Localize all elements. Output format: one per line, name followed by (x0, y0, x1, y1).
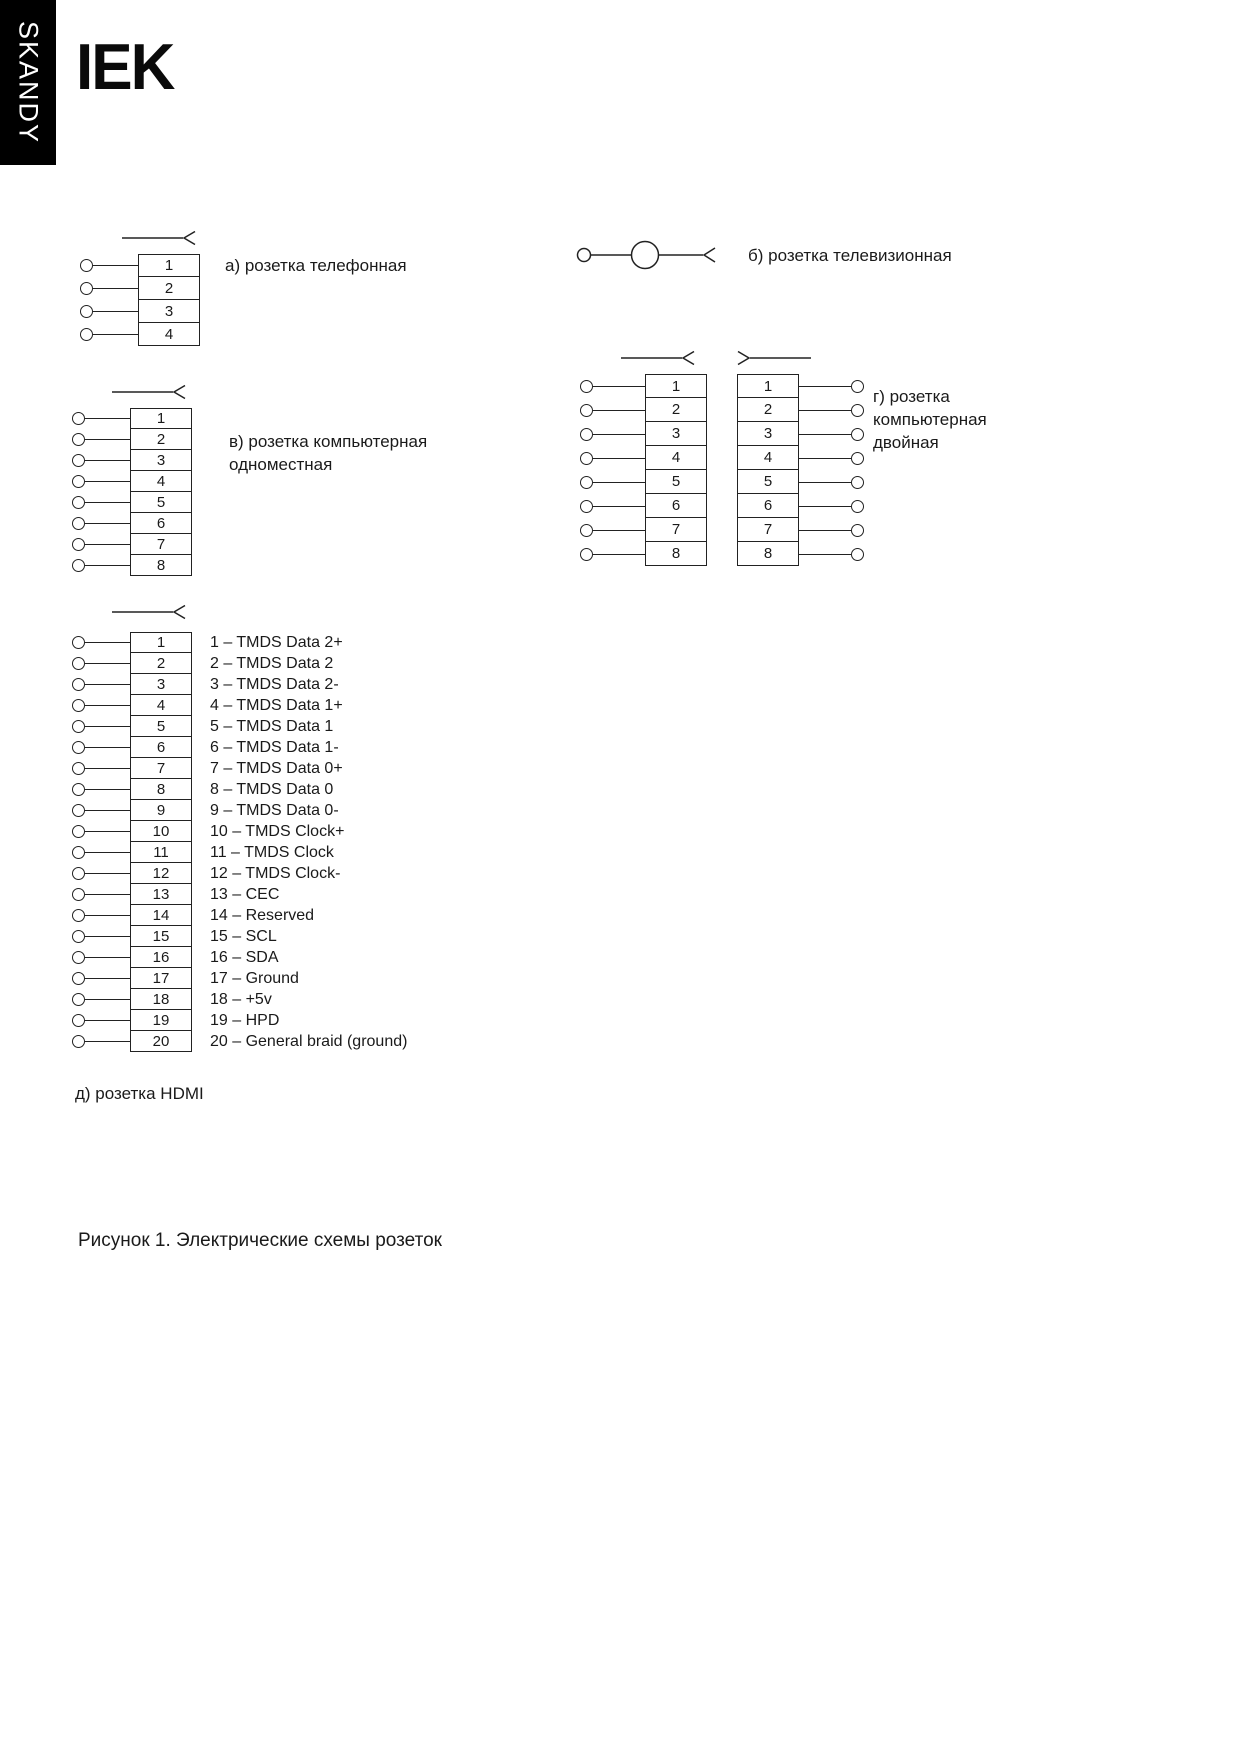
wire-line (85, 642, 130, 643)
diagram-g-label-line3: двойная (873, 433, 939, 452)
legend-line: 10 – TMDS Clock+ (210, 823, 345, 840)
pin-number-cell: 14 (130, 905, 192, 926)
pin-row (72, 716, 192, 737)
wire-line (85, 460, 130, 461)
pin-row (72, 429, 192, 450)
terminal-circle-icon (580, 524, 593, 537)
terminal-circle-icon (851, 380, 864, 393)
pin-row (72, 674, 192, 695)
terminal-circle-icon (72, 846, 85, 859)
wire-line (593, 410, 645, 411)
terminal-circle-icon (72, 454, 85, 467)
pin-number-cell: 1 (138, 254, 200, 277)
pin-number-cell: 2 (645, 398, 707, 422)
diagram-a-label: а) розетка телефонная (225, 256, 407, 275)
pin-row (72, 905, 192, 926)
terminal-circle-icon (851, 524, 864, 537)
pin-number-cell: 1 (645, 374, 707, 398)
diagram-b-label: б) розетка телевизионная (748, 246, 952, 265)
legend-line: 20 – General braid (ground) (210, 1033, 408, 1050)
terminal-circle-icon (580, 452, 593, 465)
pin-number-cell: 1 (130, 408, 192, 429)
pin-number-cell: 6 (645, 494, 707, 518)
pin-row (580, 542, 707, 566)
wire-line (85, 565, 130, 566)
wire-line (93, 334, 138, 335)
pin-number-cell: 18 (130, 989, 192, 1010)
figure-caption: Рисунок 1. Электрические схемы розеток (78, 1230, 442, 1251)
pin-row (72, 471, 192, 492)
pin-number-cell: 5 (737, 470, 799, 494)
pin-number-cell: 4 (737, 446, 799, 470)
diagram-g-label-line2: компьютерная (873, 410, 987, 429)
pin-number-cell: 5 (130, 492, 192, 513)
pin-number-cell: 10 (130, 821, 192, 842)
terminal-circle-icon (80, 328, 93, 341)
wire-line (85, 852, 130, 853)
legend-line: 17 – Ground (210, 970, 299, 987)
pin-number-cell: 8 (737, 542, 799, 566)
pin-number-cell: 3 (138, 300, 200, 323)
pin-number-cell: 17 (130, 968, 192, 989)
terminal-circle-icon (580, 476, 593, 489)
terminal-circle-icon (851, 452, 864, 465)
pin-number-cell: 8 (130, 555, 192, 576)
terminal-circle-icon (80, 282, 93, 295)
pin-row (72, 884, 192, 905)
pin-number-cell: 12 (130, 863, 192, 884)
wire-line (85, 999, 130, 1000)
computer-socket-pin-column (72, 408, 192, 576)
terminal-circle-icon (580, 500, 593, 513)
terminal-circle-icon (72, 888, 85, 901)
pin-row (580, 470, 707, 494)
pin-row (72, 492, 192, 513)
pin-row (737, 494, 864, 518)
iek-logo: IEK (76, 31, 174, 104)
pin-row (80, 254, 200, 277)
plug-symbol-icon (112, 604, 188, 620)
terminal-circle-icon (72, 762, 85, 775)
pin-number-cell: 3 (645, 422, 707, 446)
wire-line (85, 523, 130, 524)
wire-line (85, 502, 130, 503)
terminal-circle-icon (851, 404, 864, 417)
pin-row (72, 555, 192, 576)
pin-number-cell: 5 (130, 716, 192, 737)
pin-number-cell: 15 (130, 926, 192, 947)
wire-line (799, 530, 851, 531)
pin-row (580, 374, 707, 398)
plug-symbol-mirrored-icon (735, 350, 811, 366)
wire-line (85, 831, 130, 832)
wire-line (85, 544, 130, 545)
wire-line (85, 439, 130, 440)
terminal-circle-icon (580, 380, 593, 393)
wire-line (799, 506, 851, 507)
terminal-circle-icon (72, 741, 85, 754)
double-socket-right-pin-column (737, 374, 864, 566)
terminal-circle-icon (72, 636, 85, 649)
legend-line: 1 – TMDS Data 2+ (210, 634, 343, 651)
pin-row (72, 1031, 192, 1052)
pin-number-cell: 6 (737, 494, 799, 518)
legend-line: 11 – TMDS Clock (210, 844, 334, 861)
terminal-circle-icon (72, 496, 85, 509)
terminal-circle-icon (72, 930, 85, 943)
pin-number-cell: 20 (130, 1031, 192, 1052)
pin-number-cell: 3 (130, 450, 192, 471)
diagram-g-label-line1: г) розетка (873, 387, 950, 406)
wire-line (593, 530, 645, 531)
pin-number-cell: 6 (130, 513, 192, 534)
pin-row (72, 947, 192, 968)
wire-line (85, 418, 130, 419)
pin-number-cell: 11 (130, 842, 192, 863)
pin-row (72, 513, 192, 534)
pin-number-cell: 3 (130, 674, 192, 695)
terminal-circle-icon (72, 657, 85, 670)
hdmi-socket-pin-column (72, 632, 192, 1052)
diagram-v-label (229, 430, 427, 476)
terminal-circle-icon (72, 475, 85, 488)
terminal-circle-icon (580, 404, 593, 417)
wire-line (85, 1041, 130, 1042)
legend-line: 12 – TMDS Clock- (210, 865, 341, 882)
brand-sidebar (0, 0, 56, 165)
wire-line (85, 957, 130, 958)
pin-row (72, 842, 192, 863)
wire-line (85, 915, 130, 916)
wire-line (593, 506, 645, 507)
pin-number-cell: 8 (130, 779, 192, 800)
pin-row (72, 1010, 192, 1031)
legend-line: 13 – CEC (210, 886, 280, 903)
terminal-circle-icon (72, 559, 85, 572)
pin-row (72, 863, 192, 884)
terminal-circle-icon (72, 1014, 85, 1027)
wire-line (85, 789, 130, 790)
pin-row (72, 653, 192, 674)
wire-line (593, 554, 645, 555)
pin-row (737, 398, 864, 422)
terminal-circle-icon (72, 804, 85, 817)
plug-symbol-icon (621, 350, 697, 366)
terminal-circle-icon (72, 433, 85, 446)
wire-line (593, 482, 645, 483)
diagram-g-label (873, 385, 987, 454)
pin-row (737, 518, 864, 542)
terminal-circle-icon (851, 500, 864, 513)
terminal-circle-icon (851, 428, 864, 441)
legend-line: 15 – SCL (210, 928, 277, 945)
pin-number-cell: 4 (130, 471, 192, 492)
plug-symbol-icon (122, 230, 198, 246)
pin-row (737, 470, 864, 494)
legend-line: 6 – TMDS Data 1- (210, 739, 339, 756)
pin-number-cell: 4 (138, 323, 200, 346)
terminal-circle-icon (72, 538, 85, 551)
legend-line: 19 – HPD (210, 1012, 280, 1029)
pin-row (737, 446, 864, 470)
pin-number-cell: 7 (130, 758, 192, 779)
wire-line (85, 894, 130, 895)
wire-line (85, 978, 130, 979)
wire-line (85, 663, 130, 664)
pin-number-cell: 7 (645, 518, 707, 542)
pin-number-cell: 5 (645, 470, 707, 494)
terminal-circle-icon (72, 678, 85, 691)
terminal-circle-icon (72, 1035, 85, 1048)
pin-row (72, 632, 192, 653)
pin-number-cell: 7 (737, 518, 799, 542)
pin-number-cell: 16 (130, 947, 192, 968)
wire-line (593, 386, 645, 387)
terminal-circle-icon (72, 699, 85, 712)
legend-line: 2 – TMDS Data 2 (210, 655, 334, 672)
pin-number-cell: 3 (737, 422, 799, 446)
pin-row (580, 446, 707, 470)
pin-number-cell: 1 (737, 374, 799, 398)
plug-symbol-icon (112, 384, 188, 400)
legend-line: 3 – TMDS Data 2- (210, 676, 339, 693)
pin-row (72, 821, 192, 842)
pin-number-cell: 2 (130, 653, 192, 674)
wire-line (93, 311, 138, 312)
wire-line (593, 434, 645, 435)
terminal-circle-icon (72, 720, 85, 733)
pin-row (72, 800, 192, 821)
wire-line (85, 768, 130, 769)
telephone-socket-pin-column (80, 254, 200, 346)
pin-row (80, 277, 200, 300)
diagram-v-label-line1: в) розетка компьютерная (229, 432, 428, 451)
pin-row (737, 422, 864, 446)
legend-line: 16 – SDA (210, 949, 279, 966)
terminal-circle-icon (72, 972, 85, 985)
pin-number-cell: 2 (130, 429, 192, 450)
pin-number-cell: 2 (737, 398, 799, 422)
terminal-circle-icon (72, 517, 85, 530)
pin-row (580, 518, 707, 542)
pin-row (72, 534, 192, 555)
wire-line (799, 410, 851, 411)
tv-socket-symbol-icon (575, 240, 727, 270)
pin-row (72, 758, 192, 779)
wire-line (593, 458, 645, 459)
double-socket-left-pin-column (580, 374, 707, 566)
pin-row (80, 323, 200, 346)
pin-row (580, 398, 707, 422)
wire-line (85, 810, 130, 811)
terminal-circle-icon (72, 993, 85, 1006)
diagram-d-label: д) розетка HDMI (75, 1084, 204, 1103)
pin-number-cell: 4 (645, 446, 707, 470)
wire-line (799, 386, 851, 387)
pin-row (72, 695, 192, 716)
wire-line (85, 684, 130, 685)
pin-row (737, 374, 864, 398)
pin-row (580, 494, 707, 518)
terminal-circle-icon (72, 951, 85, 964)
wire-line (85, 936, 130, 937)
terminal-circle-icon (851, 548, 864, 561)
pin-row (72, 779, 192, 800)
pin-number-cell: 8 (645, 542, 707, 566)
pin-row (580, 422, 707, 446)
legend-line: 9 – TMDS Data 0- (210, 802, 339, 819)
pin-row (72, 989, 192, 1010)
wire-line (799, 458, 851, 459)
brand-series-label: SKANDY (13, 20, 44, 145)
wire-line (799, 482, 851, 483)
wire-line (799, 554, 851, 555)
pin-row (80, 300, 200, 323)
pin-row (72, 926, 192, 947)
legend-line: 5 – TMDS Data 1 (210, 718, 334, 735)
wire-line (93, 265, 138, 266)
pin-row (72, 737, 192, 758)
pin-number-cell: 19 (130, 1010, 192, 1031)
wire-line (85, 705, 130, 706)
wire-line (85, 873, 130, 874)
pin-number-cell: 6 (130, 737, 192, 758)
pin-row (72, 408, 192, 429)
terminal-circle-icon (80, 305, 93, 318)
terminal-circle-icon (80, 259, 93, 272)
pin-number-cell: 4 (130, 695, 192, 716)
terminal-circle-icon (72, 825, 85, 838)
wire-line (85, 1020, 130, 1021)
wire-line (799, 434, 851, 435)
terminal-circle-icon (580, 548, 593, 561)
pin-number-cell: 1 (130, 632, 192, 653)
pin-row (72, 450, 192, 471)
legend-line: 8 – TMDS Data 0 (210, 781, 334, 798)
legend-line: 14 – Reserved (210, 907, 315, 924)
wire-line (85, 747, 130, 748)
hdmi-pin-legend (210, 632, 407, 1052)
terminal-circle-icon (72, 412, 85, 425)
diagram-v-label-line2: одноместная (229, 455, 333, 474)
legend-line: 4 – TMDS Data 1+ (210, 697, 343, 714)
pin-number-cell: 2 (138, 277, 200, 300)
terminal-circle-icon (72, 867, 85, 880)
legend-line: 18 – +5v (210, 991, 272, 1008)
pin-number-cell: 9 (130, 800, 192, 821)
terminal-circle-icon (580, 428, 593, 441)
pin-number-cell: 13 (130, 884, 192, 905)
pin-number-cell: 7 (130, 534, 192, 555)
terminal-circle-icon (72, 783, 85, 796)
terminal-circle-icon (851, 476, 864, 489)
terminal-circle-icon (72, 909, 85, 922)
pin-row (72, 968, 192, 989)
wire-line (85, 481, 130, 482)
wire-line (93, 288, 138, 289)
legend-line: 7 – TMDS Data 0+ (210, 760, 343, 777)
wire-line (85, 726, 130, 727)
pin-row (737, 542, 864, 566)
